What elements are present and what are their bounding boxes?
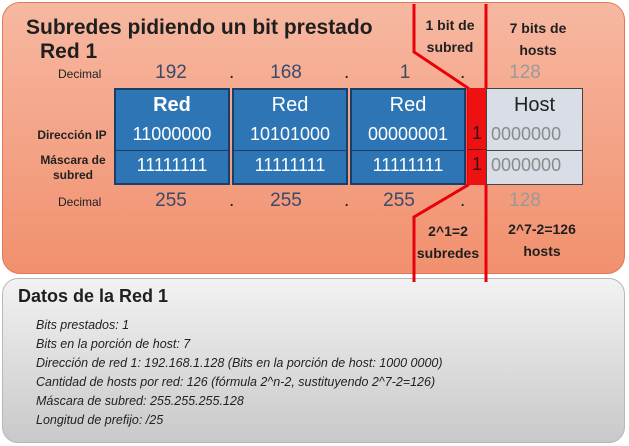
block-heading: Red bbox=[153, 94, 191, 116]
data-section-title: Datos de la Red 1 bbox=[18, 286, 169, 306]
host-mask-binary: 0000000 bbox=[491, 155, 562, 175]
subnet-mask-label: Máscara de subred bbox=[40, 153, 106, 182]
borrowed-bit-column bbox=[468, 88, 486, 185]
octet-top-1: 192 bbox=[155, 62, 187, 83]
row-divider bbox=[116, 150, 228, 151]
block-heading: Red bbox=[271, 94, 309, 116]
subnet-bit-note: 1 bit de subred bbox=[425, 17, 475, 55]
mask-binary-1: 11111111 bbox=[136, 155, 208, 175]
borrowed-ip-bit: 1 bbox=[472, 123, 483, 143]
info-borrowed-bits: Bits prestados: 1 bbox=[36, 318, 130, 332]
borrowed-mask-bit: 1 bbox=[472, 154, 483, 174]
info-subnet-mask: Máscara de subred: 255.255.255.128 bbox=[36, 394, 244, 408]
dot-top-3: . bbox=[460, 62, 466, 83]
octet-bottom-3: 255 bbox=[383, 190, 415, 211]
ip-binary-1: 11000000 bbox=[132, 124, 212, 144]
dot-bottom-1: . bbox=[229, 190, 235, 211]
octet-bottom-4: 128 bbox=[509, 190, 541, 211]
block-heading: Red bbox=[389, 94, 427, 116]
host-bits-note: 7 bits de hosts bbox=[509, 20, 567, 58]
network-name: Red 1 bbox=[40, 40, 98, 63]
dot-top-1: . bbox=[229, 62, 235, 83]
info-host-bits: Bits en la porción de host: 7 bbox=[36, 337, 191, 351]
octet-top-2: 168 bbox=[270, 62, 302, 83]
octet-bottom-2: 255 bbox=[270, 190, 302, 211]
octet-top-3: 1 bbox=[399, 62, 411, 83]
dot-bottom-3: . bbox=[460, 190, 466, 211]
row-divider bbox=[352, 150, 464, 151]
row-divider bbox=[487, 150, 582, 151]
network-octet-block-2 bbox=[232, 88, 348, 185]
info-prefix-length: Longitud de prefijo: /25 bbox=[36, 413, 164, 427]
mask-binary-2: 11111111 bbox=[254, 155, 326, 175]
ip-binary-2: 10101000 bbox=[249, 124, 331, 144]
network-octet-block-1 bbox=[114, 88, 230, 185]
octet-bottom-1: 255 bbox=[155, 190, 187, 211]
ip-address-label: Dirección IP bbox=[37, 128, 107, 142]
info-host-count: Cantidad de hosts por red: 126 (fórmula 2^n-2, sustituyendo 2^7-2=126) bbox=[36, 375, 436, 389]
page-title: Subredes pidiendo un bit prestado bbox=[26, 16, 373, 39]
row-divider bbox=[234, 150, 346, 151]
ip-binary-3: 00000001 bbox=[367, 124, 449, 144]
decimal-label-top: Decimal bbox=[58, 67, 102, 81]
network-octet-block-3 bbox=[350, 88, 466, 185]
decimal-label-bottom: Decimal bbox=[58, 195, 102, 209]
dot-top-2: . bbox=[344, 62, 350, 83]
row-divider bbox=[468, 149, 486, 150]
host-ip-binary: 0000000 bbox=[491, 124, 562, 144]
info-network-address: Dirección de red 1: 192.168.1.128 (Bits en la porción de host: 1000 0000) bbox=[36, 356, 443, 370]
host-heading: Host bbox=[513, 94, 556, 116]
mask-binary-3: 11111111 bbox=[372, 155, 444, 175]
dot-bottom-2: . bbox=[344, 190, 350, 211]
subnets-count-note: 2^1=2 subredes bbox=[416, 223, 480, 261]
host-octet-block bbox=[486, 88, 583, 185]
hosts-count-note: 2^7-2=126 hosts bbox=[508, 221, 576, 259]
octet-top-4: 128 bbox=[509, 62, 541, 83]
